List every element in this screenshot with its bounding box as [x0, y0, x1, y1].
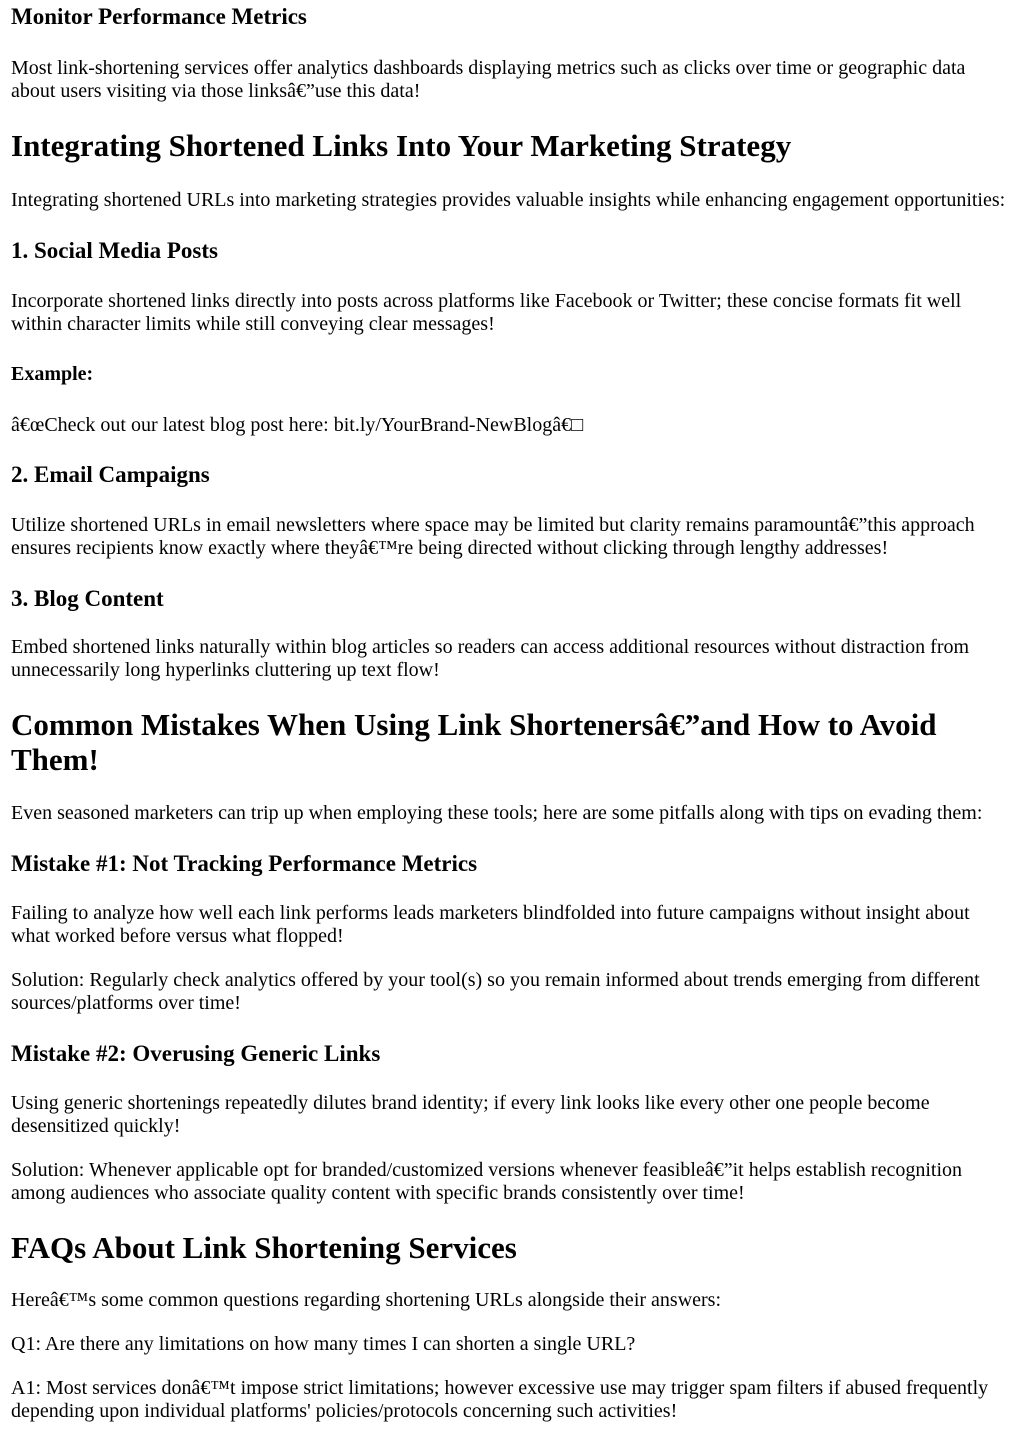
heading-common-mistakes: Common Mistakes When Using Link Shortenersâ€”and How to Avoid Them!	[11, 707, 937, 777]
paragraph-email-campaigns: Utilize shortened URLs in email newsletters where space may be limited but clarity remains paramountâ€”this approach ensures recipients know exactly where theyâ€™re being directed without clicking through lengthy addresses!	[11, 514, 975, 559]
heading-monitor-performance-metrics: Monitor Performance Metrics	[11, 4, 307, 29]
paragraph-mistake-2-solution: Solution: Whenever applicable opt for branded/customized versions whenever feasibleâ€”it helps establish recognition among audiences who associate quality content with specific brands consistently over time!	[11, 1159, 963, 1204]
heading-mistake-2: Mistake #2: Overusing Generic Links	[11, 1041, 381, 1066]
example-label: Example:	[11, 363, 94, 385]
heading-email-campaigns: 2. Email Campaigns	[11, 462, 210, 487]
paragraph-mistake-2: Using generic shortenings repeatedly dilutes brand identity; if every link looks like every other one people become desensitized quickly!	[11, 1092, 930, 1137]
heading-integrating-shortened-links: Integrating Shortened Links Into Your Marketing Strategy	[11, 128, 792, 163]
faq-question-1: Q1: Are there any limitations on how many times I can shorten a single URL?	[11, 1333, 636, 1355]
paragraph-analytics-dashboards: Most link-shortening services offer analytics dashboards displaying metrics such as clicks over time or geographic data about users visiting via those linksâ€”use this data!	[11, 57, 966, 102]
paragraph-mistakes-intro: Even seasoned marketers can trip up when employing these tools; here are some pitfalls along with tips on evading them:	[11, 802, 983, 824]
heading-social-media-posts: 1. Social Media Posts	[11, 238, 218, 263]
heading-faqs: FAQs About Link Shortening Services	[11, 1230, 517, 1265]
heading-mistake-1: Mistake #1: Not Tracking Performance Metrics	[11, 851, 478, 876]
paragraph-social-media: Incorporate shortened links directly into posts across platforms like Facebook or Twitter; these concise formats fit well within character limits while still conveying clear messages!	[11, 290, 962, 335]
paragraph-mistake-1-solution: Solution: Regularly check analytics offered by your tool(s) so you remain informed about trends emerging from different sources/platforms over time!	[11, 969, 980, 1014]
paragraph-mistake-1: Failing to analyze how well each link performs leads marketers blindfolded into future campaigns without insight about what worked before versus what flopped!	[11, 902, 970, 947]
paragraph-blog-content: Embed shortened links naturally within blog articles so readers can access additional resources without distraction from unnecessarily long hyperlinks cluttering up text flow!	[11, 636, 970, 681]
heading-blog-content: 3. Blog Content	[11, 586, 164, 611]
paragraph-integrating-intro: Integrating shortened URLs into marketing strategies provides valuable insights while enhancing engagement opportunities:	[11, 189, 1006, 211]
faq-answer-1: A1: Most services donâ€™t impose strict limitations; however excessive use may trigger spam filters if abused frequently depending upon individual platforms' policies/protocols concerning such activities!	[11, 1377, 989, 1422]
paragraph-faqs-intro: Hereâ€™s some common questions regarding shortening URLs alongside their answers:	[11, 1289, 722, 1311]
example-text: â€œCheck out our latest blog post here: bit.ly/YourBrand-NewBlogâ€□	[11, 414, 584, 436]
